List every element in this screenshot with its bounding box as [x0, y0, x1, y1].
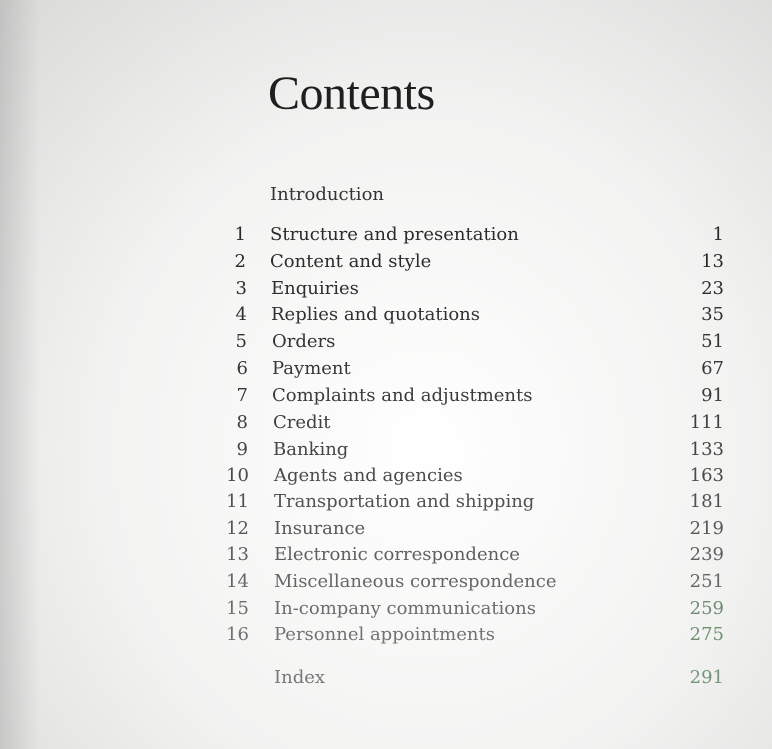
chapter-number: 1 — [234, 224, 246, 245]
page-number: 13 — [701, 251, 724, 272]
toc-entry — [0, 597, 772, 621]
toc-entry — [0, 303, 772, 327]
chapter-title: Content and style — [270, 251, 432, 272]
chapter-number: 5 — [235, 331, 247, 352]
chapter-title: Payment — [272, 358, 351, 379]
page-number: 133 — [689, 439, 724, 460]
chapter-title: Enquiries — [271, 278, 359, 299]
page-number: 181 — [689, 491, 724, 512]
chapter-number: 14 — [226, 571, 249, 592]
toc-entry — [0, 438, 772, 462]
toc-entry — [0, 250, 772, 274]
chapter-title: Transportation and shipping — [274, 491, 535, 512]
toc-entry — [0, 223, 772, 247]
index-page-number: 291 — [689, 667, 724, 688]
page-title: Contents — [268, 67, 435, 120]
toc-entry — [0, 543, 772, 567]
toc-entry — [0, 623, 772, 647]
toc-entry — [0, 517, 772, 541]
chapter-number: 6 — [236, 358, 248, 379]
page-number: 67 — [701, 358, 724, 379]
page-number: 1 — [712, 224, 724, 245]
chapter-title: Orders — [272, 331, 336, 352]
page-number: 275 — [689, 624, 724, 645]
chapter-title: In-company communications — [274, 598, 536, 619]
toc-entry — [0, 357, 772, 381]
introduction-entry: Introduction — [270, 184, 384, 205]
chapter-title: Structure and presentation — [270, 224, 519, 245]
chapter-number: 11 — [226, 491, 249, 512]
chapter-title: Insurance — [274, 518, 366, 539]
page-number: 111 — [689, 412, 724, 433]
chapter-number: 12 — [226, 518, 249, 539]
chapter-title: Miscellaneous correspondence — [274, 571, 557, 592]
chapter-number: 8 — [236, 412, 248, 433]
page-number: 219 — [689, 518, 724, 539]
chapter-title: Banking — [273, 439, 349, 460]
page-number: 23 — [701, 278, 724, 299]
chapter-number: 7 — [236, 385, 248, 406]
page-number: 163 — [689, 465, 724, 486]
chapter-number: 15 — [226, 598, 249, 619]
page-number: 35 — [701, 304, 724, 325]
chapter-number: 10 — [226, 465, 249, 486]
page-number: 51 — [701, 331, 724, 352]
chapter-number: 2 — [234, 251, 246, 272]
index-entry — [0, 666, 772, 690]
toc-entry — [0, 384, 772, 408]
chapter-number: 9 — [236, 439, 248, 460]
page-number: 91 — [701, 385, 724, 406]
toc-entry — [0, 490, 772, 514]
chapter-title: Agents and agencies — [274, 465, 463, 486]
chapter-title: Personnel appointments — [274, 624, 495, 645]
chapter-number: 4 — [235, 304, 247, 325]
chapter-title: Complaints and adjustments — [272, 385, 533, 406]
toc-entry — [0, 411, 772, 435]
chapter-title: Electronic correspondence — [274, 544, 520, 565]
page-number: 251 — [689, 571, 724, 592]
chapter-number: 13 — [226, 544, 249, 565]
chapter-number: 3 — [235, 278, 247, 299]
toc-entry — [0, 570, 772, 594]
chapter-title: Replies and quotations — [271, 304, 480, 325]
toc-entry — [0, 277, 772, 301]
chapter-number: 16 — [226, 624, 249, 645]
chapter-title: Credit — [273, 412, 331, 433]
toc-entry — [0, 464, 772, 488]
toc-entry — [0, 330, 772, 354]
index-label: Index — [274, 667, 326, 688]
page-number: 259 — [689, 598, 724, 619]
page-number: 239 — [689, 544, 724, 565]
